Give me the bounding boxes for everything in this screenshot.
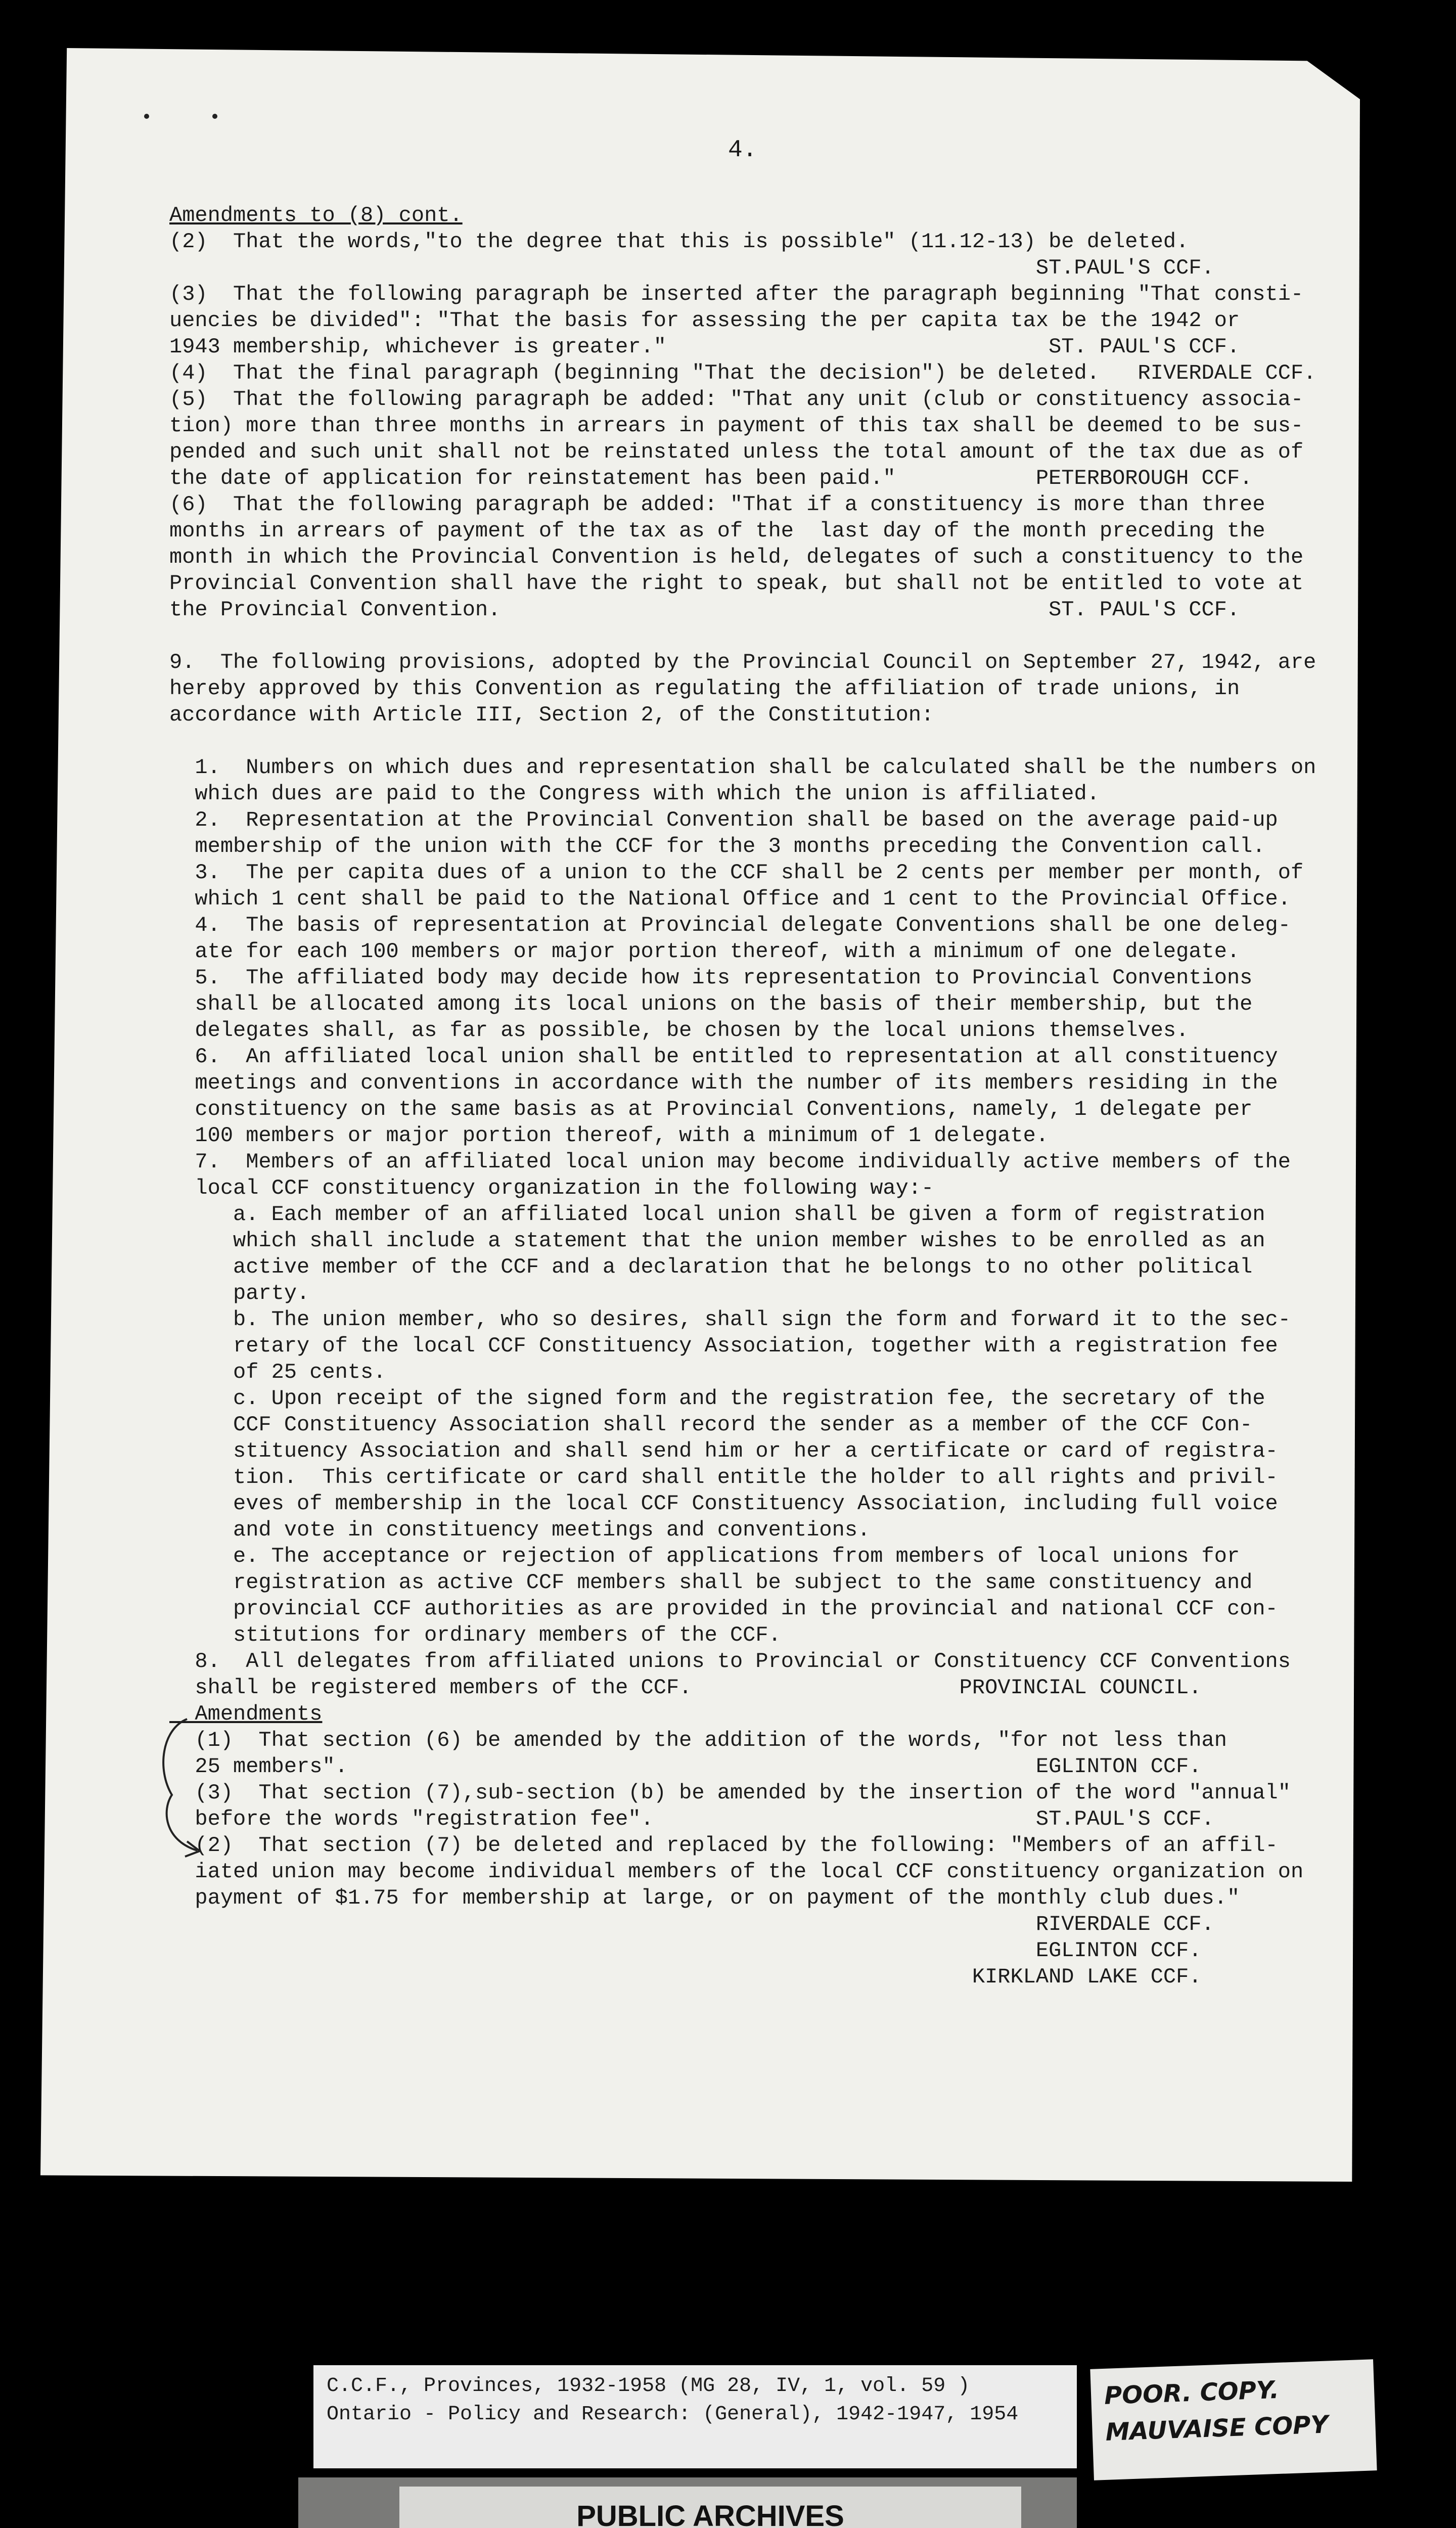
archive-reference-line-2: Ontario - Policy and Research: (General), 1942-1947, 1954 bbox=[327, 2403, 1019, 2426]
text-line: e. The acceptance or rejection of applications from members of local unions for bbox=[169, 1544, 1240, 1568]
speck-mark bbox=[144, 114, 149, 119]
text-line: (4) That the final paragraph (beginning "That the decision") be deleted. RIVERDALE CCF. bbox=[169, 361, 1316, 385]
text-line: 3. The per capita dues of a union to the CCF shall be 2 cents per member per month, of bbox=[169, 861, 1304, 885]
text-line: c. Upon receipt of the signed form and the registration fee, the secretary of the bbox=[169, 1386, 1265, 1411]
text-line: shall be allocated among its local unions on the basis of their membership, but the bbox=[169, 992, 1253, 1016]
stamp-line-2: MAUVAISE COPY bbox=[1105, 2410, 1329, 2447]
text-line: Amendments to (8) cont. bbox=[169, 203, 463, 228]
text-line: (5) That the following paragraph be added: "That any unit (club or constituency associa- bbox=[169, 387, 1304, 412]
stamp-line-1: POOR. COPY. bbox=[1104, 2375, 1280, 2410]
text-line: pended and such unit shall not be reinstated unless the total amount of the tax due as of bbox=[169, 440, 1304, 464]
archive-reference-label bbox=[313, 2365, 1077, 2468]
text-line: 1943 membership, whichever is greater." ST. PAUL'S CCF. bbox=[169, 335, 1240, 359]
blank-line bbox=[169, 728, 1312, 754]
text-line: ST.PAUL'S CCF. bbox=[169, 256, 1214, 280]
text-line: party. bbox=[169, 1281, 310, 1305]
text-line: tion) more than three months in arrears in payment of this tax shall be deemed to be sus- bbox=[169, 414, 1304, 438]
text-line: which dues are paid to the Congress with which the union is affiliated. bbox=[169, 782, 1100, 806]
document-body bbox=[169, 202, 1316, 1990]
text-line: (2) That the words,"to the degree that this is possible" (11.12-13) be deleted. bbox=[169, 230, 1189, 254]
text-line: stitutions for ordinary members of the CCF. bbox=[169, 1623, 781, 1647]
text-line: of 25 cents. bbox=[169, 1360, 386, 1384]
text-line: 7. Members of an affiliated local union may become individually active members of the bbox=[169, 1150, 1291, 1174]
text-line: (3) That the following paragraph be inserted after the paragraph beginning "That consti- bbox=[169, 282, 1304, 306]
text-line: RIVERDALE CCF. bbox=[169, 1912, 1214, 1936]
text-line: (2) That section (7) be deleted and replaced by the following: "Members of an affil- bbox=[169, 1833, 1278, 1858]
blank-line bbox=[169, 623, 1312, 649]
text-line: 100 members or major portion thereof, with a minimum of 1 delegate. bbox=[169, 1123, 1049, 1148]
text-line: 1. Numbers on which dues and representation shall be calculated shall be the numbers on bbox=[169, 755, 1316, 780]
text-line: retary of the local CCF Constituency Association, together with a registration fee bbox=[169, 1334, 1278, 1358]
text-line: 2. Representation at the Provincial Convention shall be based on the average paid-up bbox=[169, 808, 1278, 832]
text-line: membership of the union with the CCF for the 3 months preceding the Convention call. bbox=[169, 834, 1265, 859]
text-line: stituency Association and shall send him or her a certificate or card of registra- bbox=[169, 1439, 1278, 1463]
text-line: local CCF constituency organization in the following way:- bbox=[169, 1176, 934, 1200]
text-line: active member of the CCF and a declaration that he belongs to no other political bbox=[169, 1255, 1253, 1279]
text-line: delegates shall, as far as possible, be chosen by the local unions themselves. bbox=[169, 1018, 1189, 1043]
text-line: uencies be divided": "That the basis for assessing the per capita tax be the 1942 or bbox=[169, 308, 1240, 333]
text-line: Provincial Convention shall have the right to speak, but shall not be entitled to vote at bbox=[169, 571, 1304, 596]
text-line: EGLINTON CCF. bbox=[169, 1938, 1202, 1963]
text-line: the date of application for reinstatement has been paid." PETERBOROUGH CCF. bbox=[169, 466, 1253, 490]
text-line: 5. The affiliated body may decide how its representation to Provincial Conventions bbox=[169, 966, 1253, 990]
archives-line-1: PUBLIC ARCHIVES bbox=[576, 2500, 844, 2528]
speck-mark bbox=[212, 114, 217, 119]
text-line: (6) That the following paragraph be added: "That if a constituency is more than three bbox=[169, 492, 1265, 517]
text-line: CCF Constituency Association shall record the sender as a member of the CCF Con- bbox=[169, 1413, 1253, 1437]
text-line: b. The union member, who so desires, shall sign the form and forward it to the sec- bbox=[169, 1307, 1291, 1332]
text-line: 8. All delegates from affiliated unions to Provincial or Constituency CCF Conventions bbox=[169, 1649, 1291, 1674]
poor-copy-stamp bbox=[1090, 2359, 1377, 2480]
page-number: 4. bbox=[728, 137, 757, 164]
text-line: Amendments bbox=[169, 1702, 323, 1726]
text-line: registration as active CCF members shall be subject to the same constituency and bbox=[169, 1570, 1253, 1595]
text-line: tion. This certificate or card shall entitle the holder to all rights and privil- bbox=[169, 1465, 1278, 1489]
text-line: ate for each 100 members or major portion thereof, with a minimum of one delegate. bbox=[169, 939, 1240, 964]
text-line: which shall include a statement that the union member wishes to be enrolled as an bbox=[169, 1229, 1265, 1253]
text-line: months in arrears of payment of the tax as of the last day of the month preceding the bbox=[169, 519, 1265, 543]
text-line: hereby approved by this Convention as regulating the affiliation of trade unions, in bbox=[169, 676, 1240, 701]
text-line: a. Each member of an affiliated local union shall be given a form of registration bbox=[169, 1202, 1265, 1227]
text-line: eves of membership in the local CCF Constituency Association, including full voice bbox=[169, 1492, 1278, 1516]
public-archives-stamp bbox=[399, 2487, 1021, 2528]
handwritten-bracket-arrow-icon bbox=[152, 1709, 212, 1861]
text-line: and vote in constituency meetings and conventions. bbox=[169, 1518, 871, 1542]
text-line: the Provincial Convention. ST. PAUL'S CCF. bbox=[169, 598, 1240, 622]
text-line: KIRKLAND LAKE CCF. bbox=[169, 1965, 1202, 1989]
text-line: which 1 cent shall be paid to the National Office and 1 cent to the Provincial Office. bbox=[169, 887, 1291, 911]
text-line: 9. The following provisions, adopted by the Provincial Council on September 27, 1942, are bbox=[169, 650, 1316, 674]
text-line: before the words "registration fee". ST.PAUL'S CCF. bbox=[169, 1807, 1214, 1831]
text-line: iated union may become individual members of the local CCF constituency organization on bbox=[169, 1860, 1304, 1884]
archive-reference-line-1: C.C.F., Provinces, 1932-1958 (MG 28, IV, 1, vol. 59 ) bbox=[327, 2375, 970, 2398]
text-line: accordance with Article III, Section 2, of the Constitution: bbox=[169, 703, 934, 727]
text-line: 4. The basis of representation at Provincial delegate Conventions shall be one deleg- bbox=[169, 913, 1291, 937]
text-line: month in which the Provincial Convention is held, delegates of such a constituency to the bbox=[169, 545, 1304, 569]
text-line: constituency on the same basis as at Provincial Conventions, namely, 1 delegate per bbox=[169, 1097, 1253, 1121]
text-line: meetings and conventions in accordance with the number of its members residing in the bbox=[169, 1071, 1278, 1095]
text-line: shall be registered members of the CCF. PROVINCIAL COUNCIL. bbox=[169, 1676, 1202, 1700]
text-line: 6. An affiliated local union shall be entitled to representation at all constituency bbox=[169, 1045, 1278, 1069]
text-line: 25 members". EGLINTON CCF. bbox=[169, 1754, 1202, 1779]
text-line: provincial CCF authorities as are provided in the provincial and national CCF con- bbox=[169, 1597, 1278, 1621]
text-line: (3) That section (7),sub-section (b) be amended by the insertion of the word "annual" bbox=[169, 1781, 1291, 1805]
text-line: payment of $1.75 for membership at large, or on payment of the monthly club dues." bbox=[169, 1886, 1240, 1910]
text-line: (1) That section (6) be amended by the addition of the words, "for not less than bbox=[169, 1728, 1227, 1752]
